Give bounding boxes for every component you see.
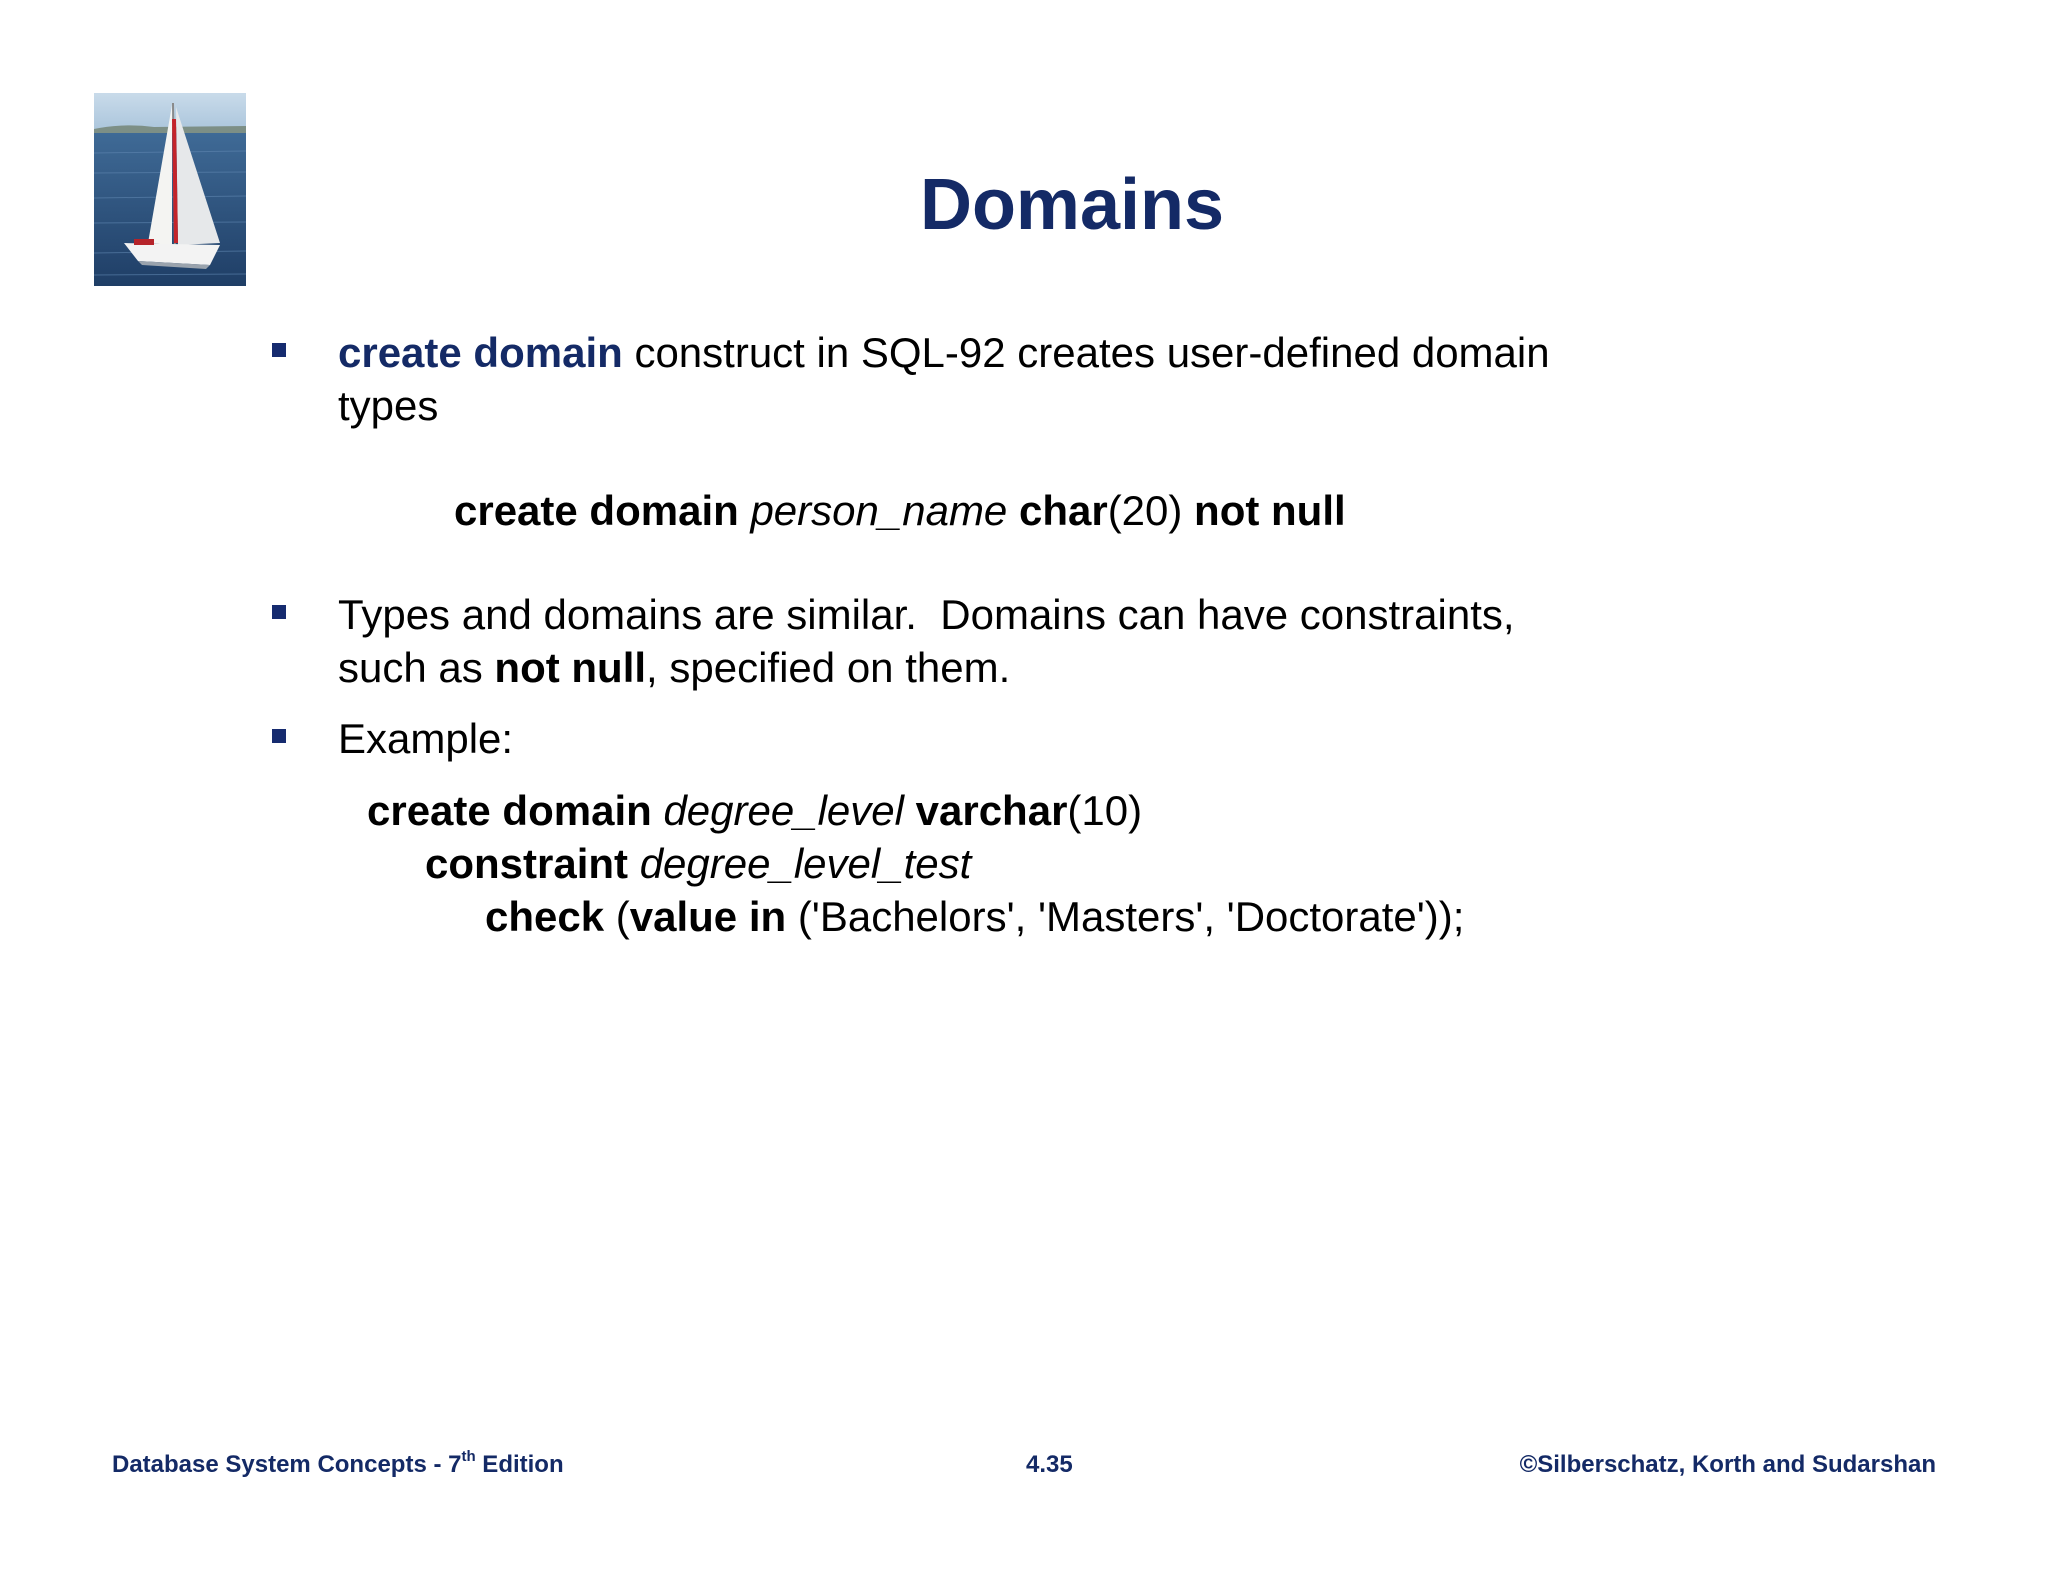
code-kw: char: [1018, 487, 1108, 534]
code-punct: (: [604, 893, 630, 940]
bullet-2-pre: such as: [338, 644, 495, 691]
code-kw: value in: [629, 893, 787, 940]
code-kw: create domain: [367, 787, 652, 834]
code-kw: constraint: [425, 840, 629, 887]
bullet-2-post: , specified on them.: [646, 644, 1011, 691]
bullet-1: [338, 326, 1550, 432]
code-arg: (10): [1067, 787, 1143, 834]
code-values: ('Bachelors', 'Masters', 'Doctorate'));: [786, 893, 1465, 940]
code-example-2: [367, 784, 1464, 943]
code-arg: (20): [1107, 487, 1195, 534]
code-kw: check: [485, 893, 605, 940]
bullet-1-line2: types: [338, 382, 439, 429]
bullet-3: Example:: [338, 715, 514, 762]
code-kw: not null: [1194, 487, 1346, 534]
bullet-2-line1: Types and domains are similar. Domains can have constraints,: [338, 591, 1515, 638]
footer-left-text: Database System Concepts - 7: [112, 1451, 462, 1478]
page-number: 4.35: [1026, 1451, 1073, 1478]
bullet-2: [338, 588, 1515, 694]
keyword-create-domain: create domain: [338, 329, 623, 376]
footer-left-sup: th: [461, 1448, 476, 1465]
code-identifier: degree_level_test: [639, 840, 972, 887]
code-example-1: [454, 484, 1346, 537]
footer-left-edition: Edition: [475, 1451, 564, 1478]
bullet-1-line1: construct in SQL-92 creates user-defined domain: [622, 329, 1550, 376]
bullet-2-bold: not null: [494, 644, 647, 691]
code-line-2: [367, 837, 1464, 890]
slide-title: Domains: [919, 165, 1225, 245]
code-line-3: [367, 890, 1464, 943]
code-kw: create domain: [454, 487, 739, 534]
bullet-marker: [272, 343, 286, 357]
footer-left: [112, 1450, 564, 1480]
bullet-marker: [272, 605, 286, 619]
code-identifier: person_name: [750, 487, 1008, 534]
code-identifier: degree_level: [663, 787, 904, 834]
code-line-1: [367, 784, 1464, 837]
code-kw: varchar: [915, 787, 1068, 834]
bullet-marker: [272, 729, 286, 743]
footer-right: ©Silberschatz, Korth and Sudarshan: [1519, 1451, 1936, 1478]
